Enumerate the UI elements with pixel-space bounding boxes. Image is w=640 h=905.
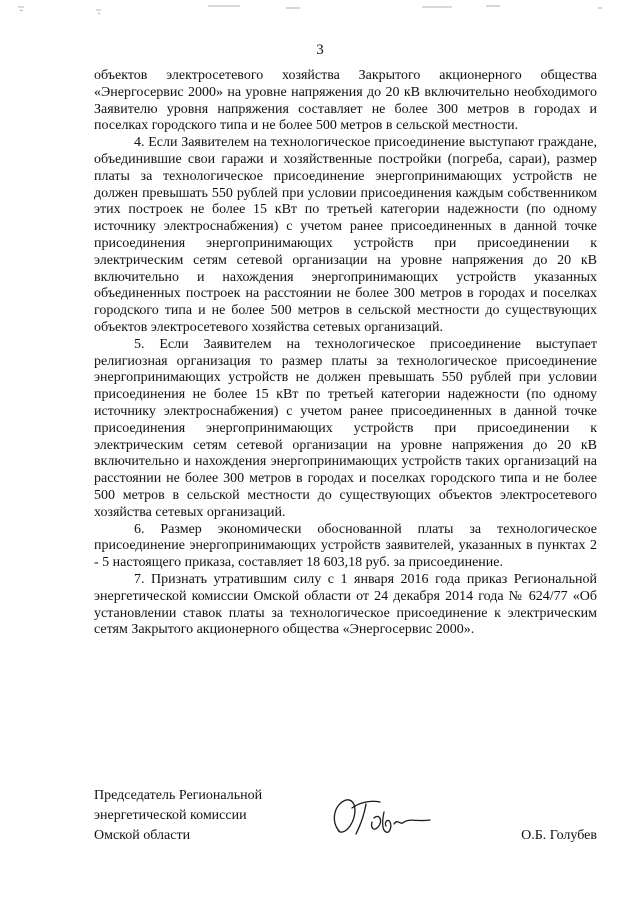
paragraph-item-7: 7. Признать утратившим силу с 1 января 2016 года приказ Региональной энергетической комиссии Омской области от 24 декабря 2014 года № 624/77 «Об установлении ставок платы за технологическое присоединение к электрическим сетям Закрытого акционерного общества «Энергосервис 2000». xyxy=(94,571,597,638)
handwritten-signature-icon xyxy=(326,792,446,842)
paragraph-item-5: 5. Если Заявителем на технологическое присоединение выступает религиозная организация то размер платы за технологическое присоединение энергопринимающих устройств не должен превышать 550 рублей при условии присоединения не более 15 кВт по третьей категории надежности (по одному источнику электроснабжения) с учетом ранее присоединенных в данной точке присоединения энергопринимающих устройств при присоединении к электрическим сетям сетевой организации на уровне напряжения до 20 кВ включительно и нахождения энергопринимающих устройств таких организаций на расстоянии не более 300 метров в городах и поселках городского типа и не более 500 метров в сельской местности до существующих объектов электросетевого хозяйства сетевых организаций. xyxy=(94,336,597,520)
scan-artifact-marks xyxy=(0,0,640,24)
page-number: 3 xyxy=(316,42,324,58)
document-body xyxy=(94,68,597,639)
signatory-position-line: Омской области xyxy=(94,828,191,843)
paragraph-item-4: 4. Если Заявителем на технологическое присоединение выступают граждане, объединившие свои гаражи и хозяйственные постройки (погреба, сараи), размер платы за технологическое присоединение энергопринимающих устройств не должен превышать 550 рублей при условии присоединения каждым собственником этих построек не более 15 кВт по третьей категории надежности (по одному источнику электроснабжения) с учетом ранее присоединенных в данной точке присоединения энергопринимающих устройств при присоединении к электрическим сетям сетевой организации на уровне напряжения до 20 кВ включительно и нахождения энергопринимающих устройств указанных объединенных построек на расстоянии не более 300 метров в городах и поселках городского типа и не более 500 метров в сельской местности до существующих объектов электросетевого хозяйства сетевых организаций. xyxy=(94,135,597,335)
paragraph-item-6: 6. Размер экономически обоснованной платы за технологическое присоединение энергопринимающих устройств заявителей, указанных в пунктах 2 - 5 настоящего приказа, составляет 18 603,18 руб. за присоединение. xyxy=(94,521,597,571)
signatory-position xyxy=(94,786,324,846)
signatory-name: О.Б. Голубев xyxy=(521,828,597,843)
paragraph-continuation: объектов электросетевого хозяйства Закрытого акционерного общества «Энергосервис 2000» на уровне напряжения до 20 кВ включительно необходимого Заявителю уровня напряжения составляет не более 300 метров в городах и поселках городского типа и не более 500 метров в сельской местности. xyxy=(94,68,597,134)
signatory-position-line: энергетической комиссии xyxy=(94,808,247,823)
signatory-position-line: Председатель Региональной xyxy=(94,788,263,803)
